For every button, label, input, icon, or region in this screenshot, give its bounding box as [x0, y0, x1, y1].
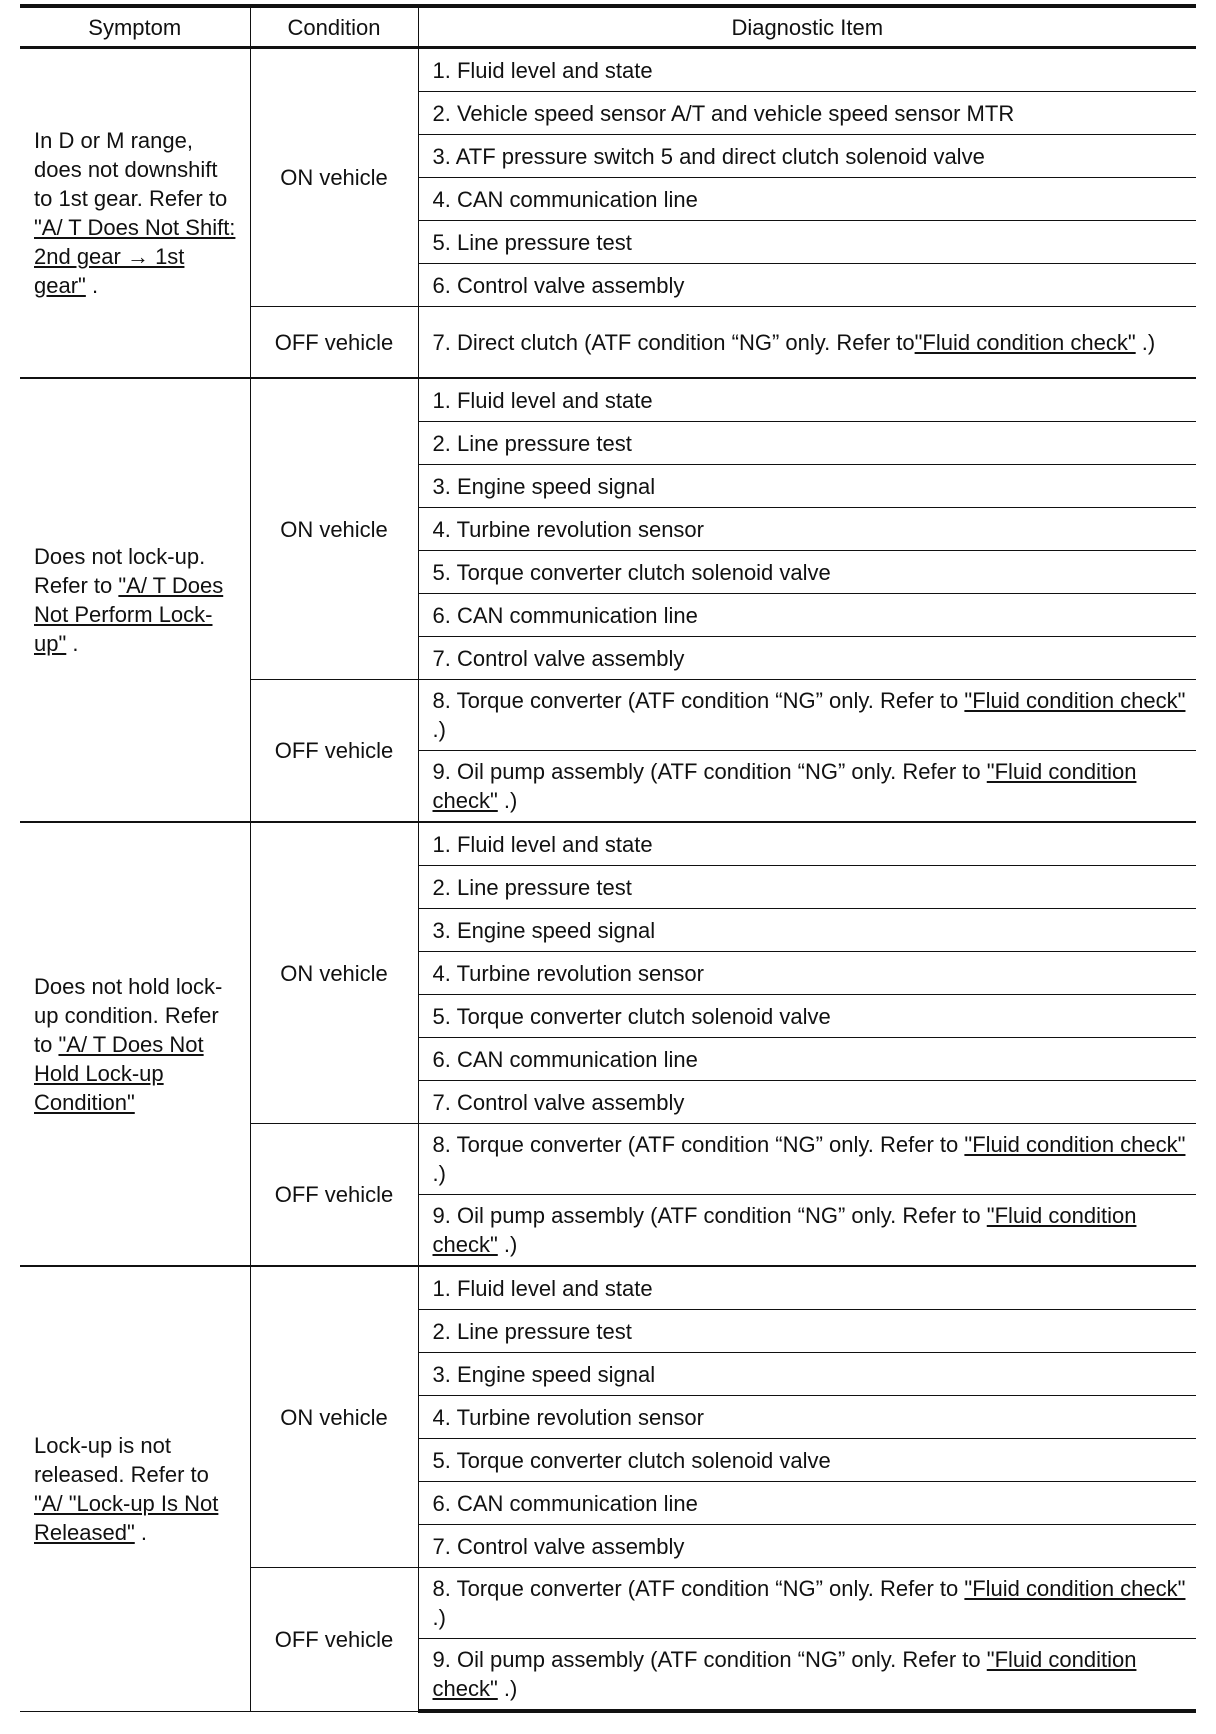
- diagnostic-item: 6. CAN communication line: [418, 594, 1196, 637]
- fluid-condition-check-link[interactable]: "Fluid condition check": [432, 1203, 1137, 1257]
- symptom-suffix: .: [134, 1519, 147, 1545]
- fluid-condition-check-link[interactable]: "Fluid condition check": [914, 329, 1136, 355]
- symptom-reference-link[interactable]: "A/ "Lock-up Is Not Released": [34, 1490, 219, 1545]
- symptom-reference-link[interactable]: "A/ T Does Not Shift: 2nd gear → 1st gear": [34, 215, 236, 298]
- diagnostic-item: 4. CAN communication line: [418, 178, 1196, 221]
- fluid-condition-check-link[interactable]: "Fluid condition check": [964, 688, 1186, 713]
- condition-off-vehicle: OFF vehicle: [250, 1568, 418, 1712]
- diagnostic-item: 1. Fluid level and state: [418, 48, 1196, 92]
- diagnostic-item-text: 8. Torque converter (ATF condition “NG” only. Refer to: [432, 1576, 965, 1601]
- diagnostic-item: 5. Torque converter clutch solenoid valve: [418, 995, 1196, 1038]
- diagnostic-table: [20, 4, 1196, 1713]
- diagnostic-item: 4. Turbine revolution sensor: [418, 508, 1196, 551]
- diagnostic-item: 1. Fluid level and state: [418, 378, 1196, 422]
- condition-on-vehicle: ON vehicle: [250, 1266, 418, 1568]
- header-diagnostic-item: Diagnostic Item: [418, 6, 1196, 48]
- fluid-condition-check-link[interactable]: "Fluid condition check": [964, 1576, 1186, 1601]
- condition-off-vehicle: OFF vehicle: [250, 680, 418, 823]
- diagnostic-item: 2. Line pressure test: [418, 866, 1196, 909]
- symptom-cell: [20, 822, 250, 1266]
- diagnostic-item: 2. Vehicle speed sensor A/T and vehicle speed sensor MTR: [418, 92, 1196, 135]
- diagnostic-item-suffix: .): [497, 1676, 518, 1701]
- diagnostic-item: [418, 751, 1196, 823]
- diagnostic-item: 6. Control valve assembly: [418, 264, 1196, 307]
- symptom-text: Does not lock-up. Refer to: [34, 544, 206, 598]
- diagnostic-item: 4. Turbine revolution sensor: [418, 952, 1196, 995]
- diagnostic-item: 6. CAN communication line: [418, 1482, 1196, 1525]
- diagnostic-item-text: 7. Direct clutch (ATF condition “NG” only. Refer to: [432, 329, 915, 355]
- diagnostic-item: 5. Torque converter clutch solenoid valve: [418, 1439, 1196, 1482]
- diagnostic-item: 6. CAN communication line: [418, 1038, 1196, 1081]
- diagnostic-item-suffix: .): [432, 1605, 446, 1630]
- diagnostic-item: [418, 680, 1196, 751]
- table-row: [20, 1266, 1196, 1310]
- diagnostic-item-text: 8. Torque converter (ATF condition “NG” only. Refer to: [432, 688, 965, 713]
- symptom-text: Lock-up is not released. Refer to: [34, 1432, 209, 1487]
- diagnostic-item-text: 9. Oil pump assembly (ATF condition “NG” only. Refer to: [432, 759, 987, 784]
- diagnostic-item: 1. Fluid level and state: [418, 822, 1196, 866]
- table-row: [20, 48, 1196, 92]
- diagnostic-item: 4. Turbine revolution sensor: [418, 1396, 1196, 1439]
- diagnostic-item: 7. Control valve assembly: [418, 637, 1196, 680]
- diagnostic-item: 3. Engine speed signal: [418, 465, 1196, 508]
- symptom-cell: [20, 1266, 250, 1711]
- diagnostic-item: 3. ATF pressure switch 5 and direct clutch solenoid valve: [418, 135, 1196, 178]
- diagnostic-item: 1. Fluid level and state: [418, 1266, 1196, 1310]
- diagnostic-item: [418, 1639, 1196, 1712]
- diagnostic-item-text: 9. Oil pump assembly (ATF condition “NG” only. Refer to: [432, 1203, 987, 1228]
- diagnostic-item: 2. Line pressure test: [418, 1310, 1196, 1353]
- symptom-reference-link[interactable]: "A/ T Does Not Perform Lock-up": [34, 573, 224, 656]
- condition-on-vehicle: ON vehicle: [250, 822, 418, 1124]
- diagnostic-item: 5. Line pressure test: [418, 221, 1196, 264]
- condition-on-vehicle: ON vehicle: [250, 378, 418, 680]
- diagnostic-item-suffix: .): [432, 1161, 446, 1186]
- condition-off-vehicle: OFF vehicle: [250, 1124, 418, 1267]
- symptom-text: Does not hold lock-up condition. Refer to: [34, 973, 223, 1057]
- condition-off-vehicle: OFF vehicle: [250, 307, 418, 379]
- diagnostic-item-text: 8. Torque converter (ATF condition “NG” only. Refer to: [432, 1132, 965, 1157]
- fluid-condition-check-link[interactable]: "Fluid condition check": [964, 1132, 1186, 1157]
- diagnostic-item: 7. Control valve assembly: [418, 1081, 1196, 1124]
- symptom-suffix: .: [66, 631, 79, 656]
- diagnostic-item: 7. Control valve assembly: [418, 1525, 1196, 1568]
- diagnostic-item-suffix: .): [1135, 329, 1156, 355]
- symptom-suffix: .: [85, 273, 99, 298]
- diagnostic-item-suffix: .): [497, 788, 518, 813]
- symptom-text: In D or M range, does not downshift to 1st gear. Refer to: [34, 128, 228, 211]
- symptom-cell: [20, 48, 250, 379]
- header-condition: Condition: [250, 6, 418, 48]
- symptom-reference-link[interactable]: "A/ T Does Not Hold Lock-up Condition": [34, 1031, 204, 1115]
- header-symptom: Symptom: [20, 6, 250, 48]
- diagnostic-item: [418, 1568, 1196, 1639]
- diagnostic-item: 2. Line pressure test: [418, 422, 1196, 465]
- fluid-condition-check-link[interactable]: "Fluid condition check": [432, 759, 1137, 813]
- diagnostic-item-suffix: .): [497, 1232, 518, 1257]
- diagnostic-item: 3. Engine speed signal: [418, 909, 1196, 952]
- symptom-cell: [20, 378, 250, 822]
- condition-on-vehicle: ON vehicle: [250, 48, 418, 307]
- diagnostic-item: [418, 1195, 1196, 1267]
- table-header-row: [20, 6, 1196, 48]
- fluid-condition-check-link[interactable]: "Fluid condition check": [432, 1647, 1137, 1701]
- diagnostic-item: [418, 307, 1196, 379]
- diagnostic-item-suffix: .): [432, 717, 446, 742]
- diagnostic-item: [418, 1124, 1196, 1195]
- diagnostic-item: 3. Engine speed signal: [418, 1353, 1196, 1396]
- diagnostic-item-text: 9. Oil pump assembly (ATF condition “NG” only. Refer to: [432, 1647, 987, 1672]
- table-row: [20, 822, 1196, 866]
- diagnostic-item: 5. Torque converter clutch solenoid valve: [418, 551, 1196, 594]
- table-row: [20, 378, 1196, 422]
